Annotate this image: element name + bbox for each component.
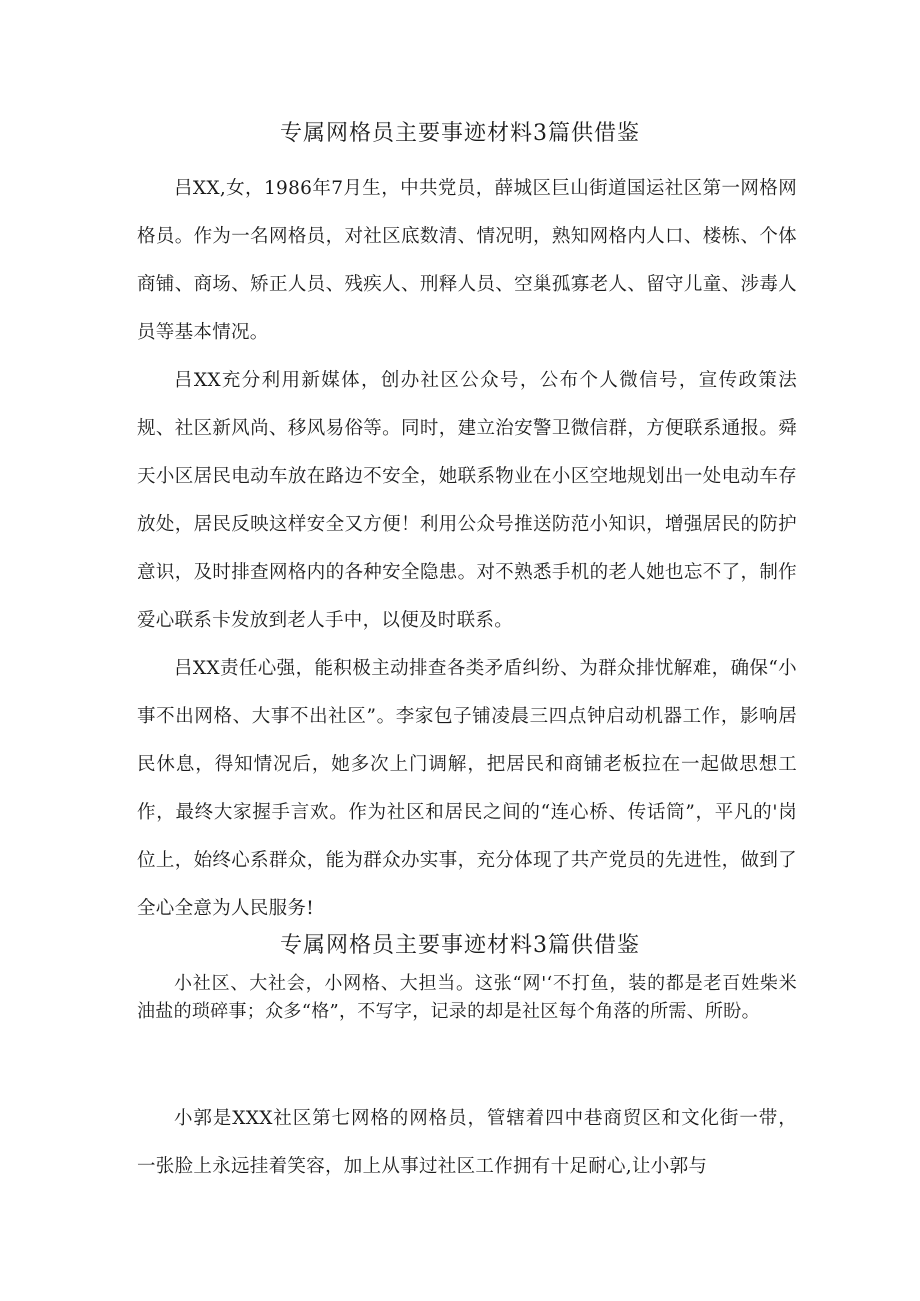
- section-1-paragraph-1: 吕XX,女，1986年7月生，中共党员，薛城区巨山街道国运社区第一网格网格员。作为一名网格员，对社区底数清、情况明，熟知网格内人口、楼栋、个体商铺、商场、矫正人员、残疾人、刑释人员、空巢孤寡老人、留守儿童、涉毒人员等基本情况。: [137, 178, 797, 343]
- section-2-paragraph-1: 小社区、大社会，小网格、大担当。这张“网'‘不打鱼，装的都是老百姓柴米油盐的琐碎事；众多“格”，不写字，记录的却是社区每个角落的所需、所盼。: [137, 973, 797, 1022]
- section-1-title: 专属网格员主要事迹材料3篇供借鉴: [280, 121, 640, 146]
- section-1-paragraph-2: 吕XX充分利用新媒体，创办社区公众号，公布个人微信号，宣传政策法规、社区新风尚、移风易俗等。同时，建立治安警卫微信群，方便联系通报。舜天小区居民电动车放在路边不安全，她联系物业在小区空地规划出一处电动车存放处，居民反映这样安全又方便！利用公众号推送防范小知识，增强居民的防护意识，及时排查网格内的各种安全隐患。对不熟悉手机的老人她也忘不了，制作爱心联系卡发放到老人手中，以便及时联系。: [137, 370, 797, 631]
- section-2-title: 专属网格员主要事迹材料3篇供借鉴: [280, 933, 640, 958]
- section-2-paragraph-2: 小郭是XXX社区第七网格的网格员，管辖着四中巷商贸区和文化街一带，一张脸上永远挂着笑容，加上从事过社区工作拥有十足耐心,让小郭与: [137, 1108, 797, 1177]
- section-1-paragraph-3: 吕XX责任心强，能积极主动排查各类矛盾纠纷、为群众排忧解难，确保“小事不出网格、大事不出社区”。李家包子铺凌晨三四点钟启动机器工作，影响居民休息，得知情况后，她多次上门调解，把居民和商铺老板拉在一起做思想工作，最终大家握手言欢。作为社区和居民之间的“连心桥、传话筒”，平凡的'岗位上，始终心系群众，能为群众办实事，充分体现了共产党员的先进性，做到了全心全意为人民服务!: [137, 658, 797, 919]
